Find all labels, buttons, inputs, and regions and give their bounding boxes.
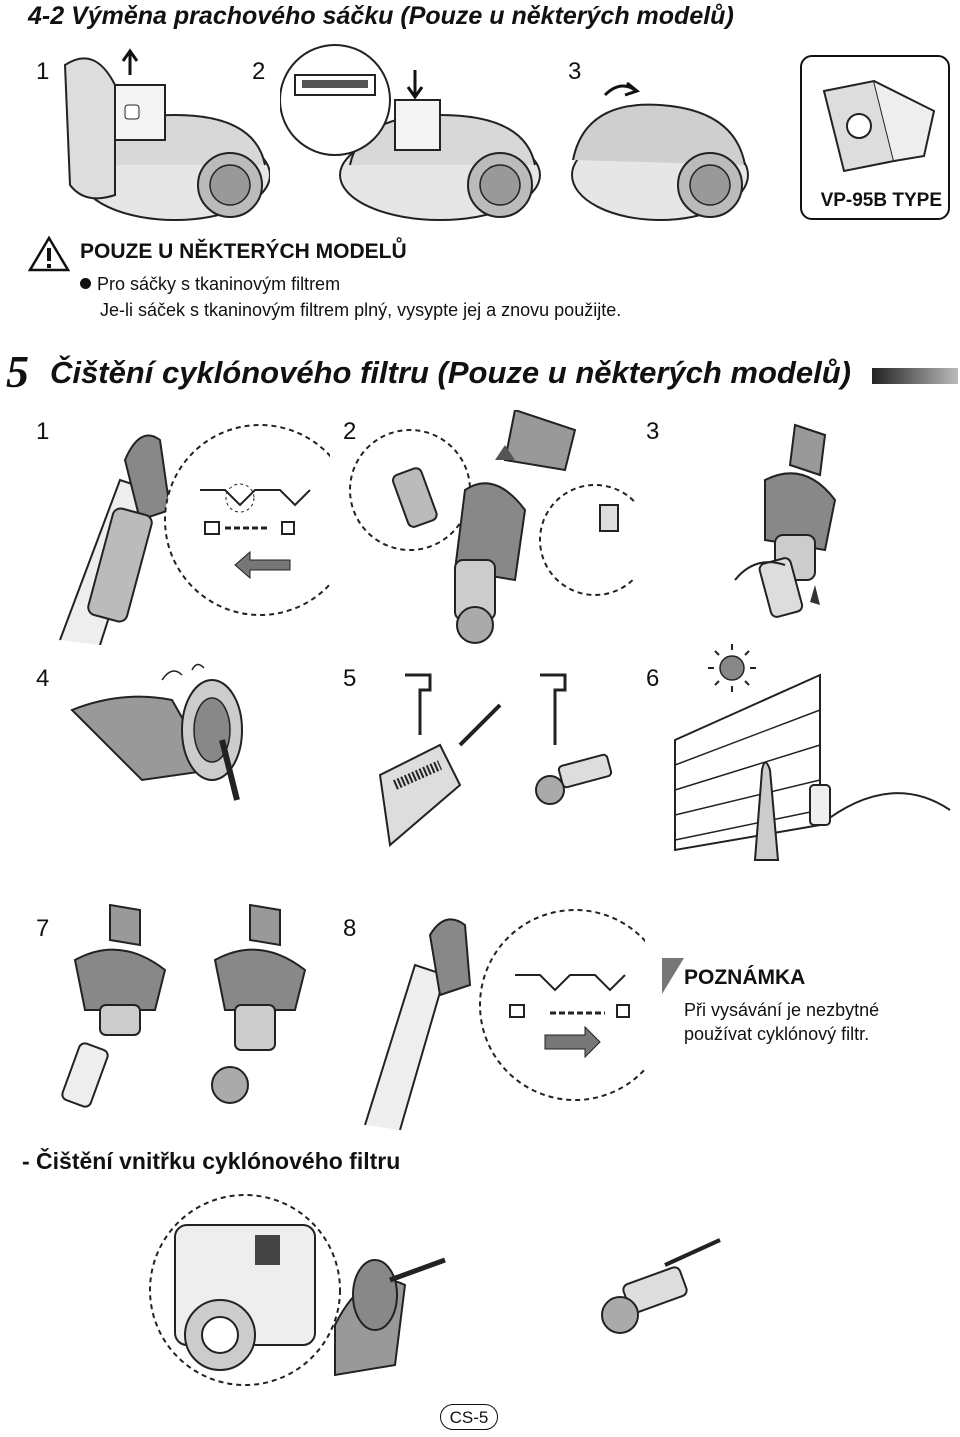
step2-illustration: [345, 410, 635, 650]
step4-illustration: [62, 660, 282, 875]
warning-bullet: [80, 274, 340, 295]
warning-text: Je-li sáček s tkaninovým filtrem plný, vysypte jej a znovu použijte.: [100, 300, 622, 320]
step-number: 1: [36, 58, 50, 85]
inner-cleaning-filter-illustration: [595, 1225, 735, 1355]
step6-illustration: [670, 640, 955, 870]
warning-bullet-text: Pro sáčky s tkaninovým filtrem: [97, 274, 341, 294]
step-number: 2: [343, 418, 357, 445]
inner-cleaning-title: - Čištění vnitřku cyklónového filtru: [22, 1148, 401, 1174]
warning-icon: [28, 236, 70, 277]
step5-illustration-rinse: [520, 665, 650, 840]
section5-number: 5: [6, 346, 29, 397]
inner-cleaning-illustration: [145, 1185, 455, 1400]
step5-illustration-brush: [350, 665, 520, 875]
section-title: 4-2 Výměna prachového sáčku (Pouze u některých modelů): [28, 2, 734, 30]
note-title: POZNÁMKA: [684, 966, 806, 989]
dust-bag-image: [804, 61, 950, 181]
note-line-2: používat cyklónový filtr.: [684, 1024, 870, 1044]
step-number: 3: [646, 418, 660, 445]
step-number: 8: [343, 915, 357, 942]
sun-icon: [708, 644, 756, 692]
step-number: 2: [252, 58, 266, 85]
vacuum-insert-illustration: [280, 40, 550, 225]
vacuum-closed-illustration: [565, 75, 750, 225]
step7-illustration: [60, 900, 325, 1120]
step-number: 7: [36, 915, 50, 942]
step-number: 5: [343, 665, 357, 692]
step-number: 6: [646, 665, 660, 692]
page-number: CS-5: [440, 1404, 498, 1430]
step1-illustration: [40, 420, 330, 645]
vacuum-open-illustration: [55, 45, 270, 225]
bag-type-box: [800, 55, 950, 220]
step8-illustration: [355, 905, 645, 1130]
section5-title: Čištění cyklónového filtru (Pouze u některých modelů): [50, 355, 851, 390]
step-number: 3: [568, 58, 582, 85]
bag-type-label: VP-95B TYPE: [820, 190, 942, 211]
note-line-1: Při vysávání je nezbytné: [684, 1000, 880, 1020]
note-marker: [662, 958, 684, 994]
step-number: 4: [36, 665, 50, 692]
warning-title: POUZE U NĚKTERÝCH MODELŮ: [80, 240, 407, 263]
step-number: 1: [36, 418, 50, 445]
step3-illustration: [695, 420, 875, 640]
title-gradient-bar: [872, 368, 958, 384]
